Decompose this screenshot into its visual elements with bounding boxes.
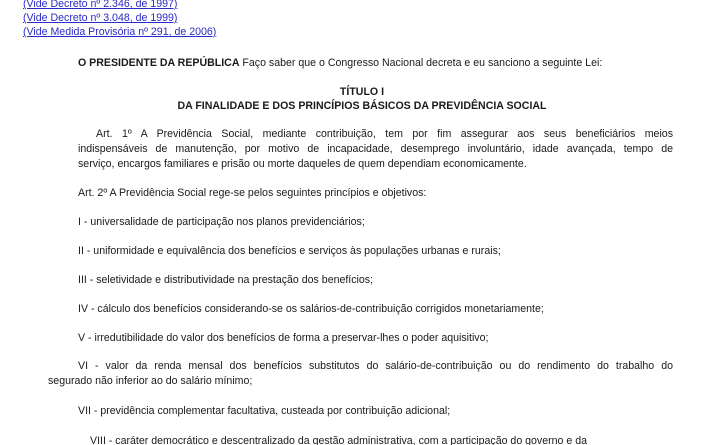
preamble-text: Faço saber que o Congresso Nacional decreta e eu sanciono a seguinte Lei: [239,57,603,69]
article-1-line: indispensáveis de manutenção, por motivo de incapacidade, desemprego involuntário, idade avançada, tempo de [78,142,673,155]
article-1-line: serviço, encargos familiares e prisão ou morte daqueles de quem dependiam economicamente. [78,157,527,170]
list-item-vi [48,359,673,389]
list-item-vi-line: segurado não inferior ao do salário mínimo; [48,374,253,387]
titulo-number: TÍTULO I [339,86,385,98]
article-1 [78,127,673,171]
list-item-i: I - universalidade de participação nos planos previdenciários; [78,216,365,228]
reference-links [23,0,216,39]
preamble-lead: O PRESIDENTE DA REPÚBLICA [78,57,240,69]
reference-link-mp-291[interactable]: (Vide Medida Provisória nº 291, de 2006) [23,26,217,38]
list-item-vi-line: VI - valor da renda mensal dos benefícios substitutos do salário-de-contribuição ou do rendimento do trabalho do [78,360,673,372]
article-1-line: Art. 1º A Previdência Social, mediante contribuição, tem por fim assegurar aos seus beneficiários meios [96,128,673,140]
list-item-viii-partial: VIII - caráter democrático e descentralizado da gestão administrativa, com a participação do governo e da [90,435,587,445]
list-item-vii: VII - previdência complementar facultativa, custeada por contribuição adicional; [78,405,451,417]
reference-link-decreto-3048[interactable]: (Vide Decreto nº 3.048, de 1999) [23,12,178,24]
article-2-intro: Art. 2º A Previdência Social rege-se pelos seguintes princípios e objetivos: [78,187,427,199]
list-item-iv: IV - cálculo dos benefícios considerando-se os salários-de-contribuição corrigidos monetariamente; [78,303,544,315]
titulo-name: DA FINALIDADE E DOS PRINCÍPIOS BÁSICOS DA PREVIDÊNCIA SOCIAL [177,100,547,112]
preamble [78,56,602,70]
list-item-iii: III - seletividade e distributividade na prestação dos benefícios; [78,274,374,286]
reference-link-decreto-2346[interactable]: (Vide Decreto nº 2.346, de 1997) [23,0,178,10]
list-item-ii: II - uniformidade e equivalência dos benefícios e serviços às populações urbanas e rurais; [78,245,501,257]
list-item-v: V - irredutibilidade do valor dos benefícios de forma a preservar-lhes o poder aquisitivo; [78,332,489,344]
